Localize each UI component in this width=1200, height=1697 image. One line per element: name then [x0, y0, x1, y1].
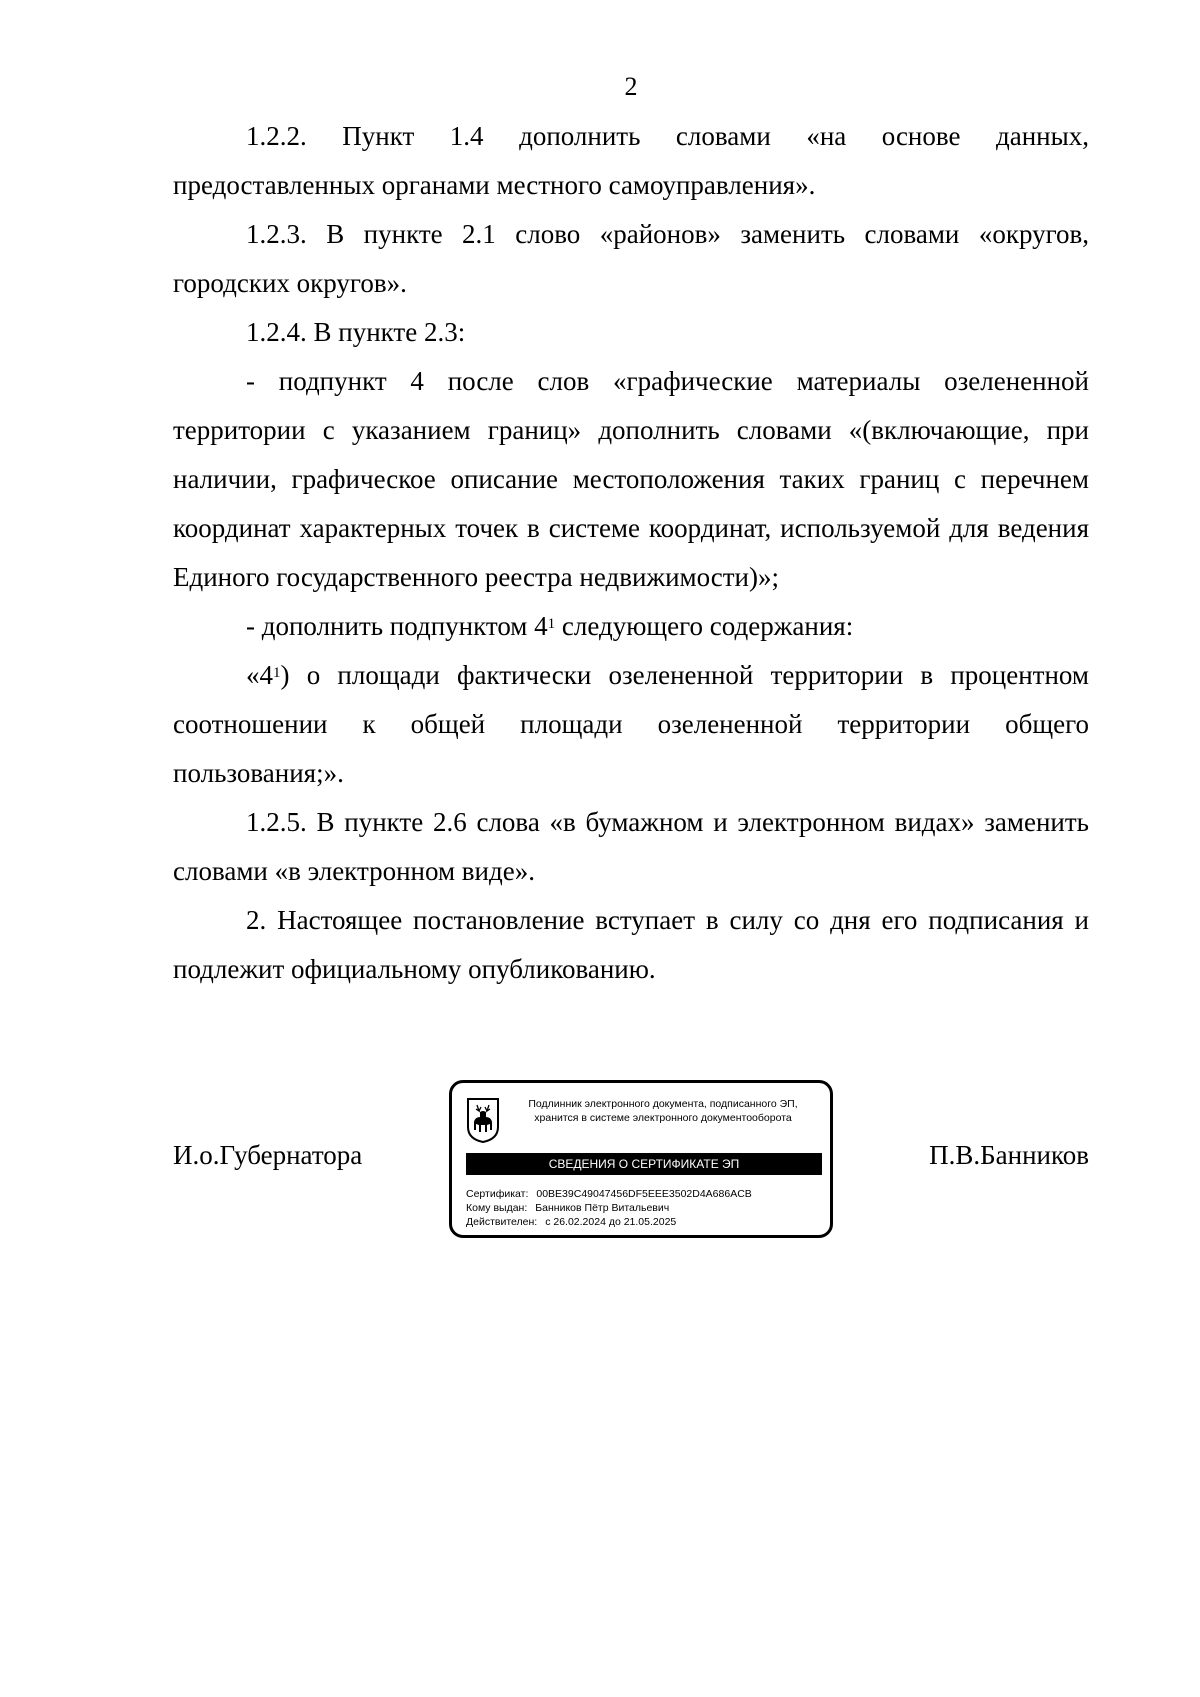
- text-segment: ) о площади фактически озелененной территории в процентном соотношении к общей площади озелененной территории общего пользования;».: [173, 660, 1089, 788]
- item-1-2-4-add-subpoint: [173, 602, 1089, 651]
- issued-to-value: Банников Пётр Витальевич: [535, 1202, 670, 1214]
- stamp-header: [504, 1097, 822, 1125]
- text-segment: - дополнить подпунктом 4: [246, 611, 548, 641]
- text-segment: следующего содержания:: [555, 611, 854, 641]
- certificate-row: [466, 1187, 822, 1201]
- page-number: 2: [624, 72, 638, 101]
- electronic-signature-stamp: [449, 1080, 833, 1238]
- item-1-2-2: 1.2.2. Пункт 1.4 дополнить словами «на основе данных, предоставленных органами местного самоуправления».: [173, 121, 1089, 200]
- item-1-2-4: 1.2.4. В пункте 2.3:: [246, 317, 466, 347]
- deer-emblem-icon: [466, 1097, 500, 1143]
- item-1-2-4-subpoint-4: - подпункт 4 после слов «графические материалы озелененной территории с указанием границ» дополнить словами «(включающие, при наличии, графическое описание местоположения таких границ с перечнем координат характерных точек в системе координат, используемой для ведения Единого государственного реестра недвижимости)»;: [173, 366, 1089, 592]
- text-segment: «4: [246, 660, 273, 690]
- signatory-position: И.о.Губернатора: [173, 1140, 363, 1170]
- stamp-title-bar: СВЕДЕНИЯ О СЕРТИФИКАТЕ ЭП: [466, 1153, 822, 1175]
- item-1-2-3: 1.2.3. В пункте 2.1 слово «районов» заменить словами «округов, городских округов».: [173, 219, 1089, 298]
- item-2: 2. Настоящее постановление вступает в силу со дня его подписания и подлежит официальному опубликованию.: [173, 905, 1089, 984]
- document-body: [173, 112, 1089, 994]
- signatory-name: П.В.Банников: [929, 1140, 1089, 1170]
- superscript: 1: [273, 665, 281, 681]
- validity-value: с 26.02.2024 до 21.05.2025: [545, 1216, 677, 1228]
- issued-to-label: Кому выдан:: [466, 1202, 528, 1214]
- certificate-value: 00BE39C49047456DF5EEE3502D4A686ACB: [536, 1188, 752, 1200]
- item-1-2-5: 1.2.5. В пункте 2.6 слова «в бумажном и электронном видах» заменить словами «в электронном виде».: [173, 807, 1089, 886]
- superscript: 1: [547, 616, 556, 632]
- validity-label: Действителен:: [466, 1216, 538, 1228]
- validity-row: [466, 1215, 822, 1229]
- stamp-header-line: Подлинник электронного документа, подписанного ЭП,: [528, 1098, 798, 1110]
- certificate-label: Сертификат:: [466, 1188, 529, 1200]
- stamp-header-line: хранится в системе электронного документооборота: [534, 1112, 792, 1124]
- item-1-2-4-subpoint-4-1: [173, 651, 1089, 798]
- certificate-details: [466, 1187, 822, 1229]
- issued-to-row: [466, 1201, 822, 1215]
